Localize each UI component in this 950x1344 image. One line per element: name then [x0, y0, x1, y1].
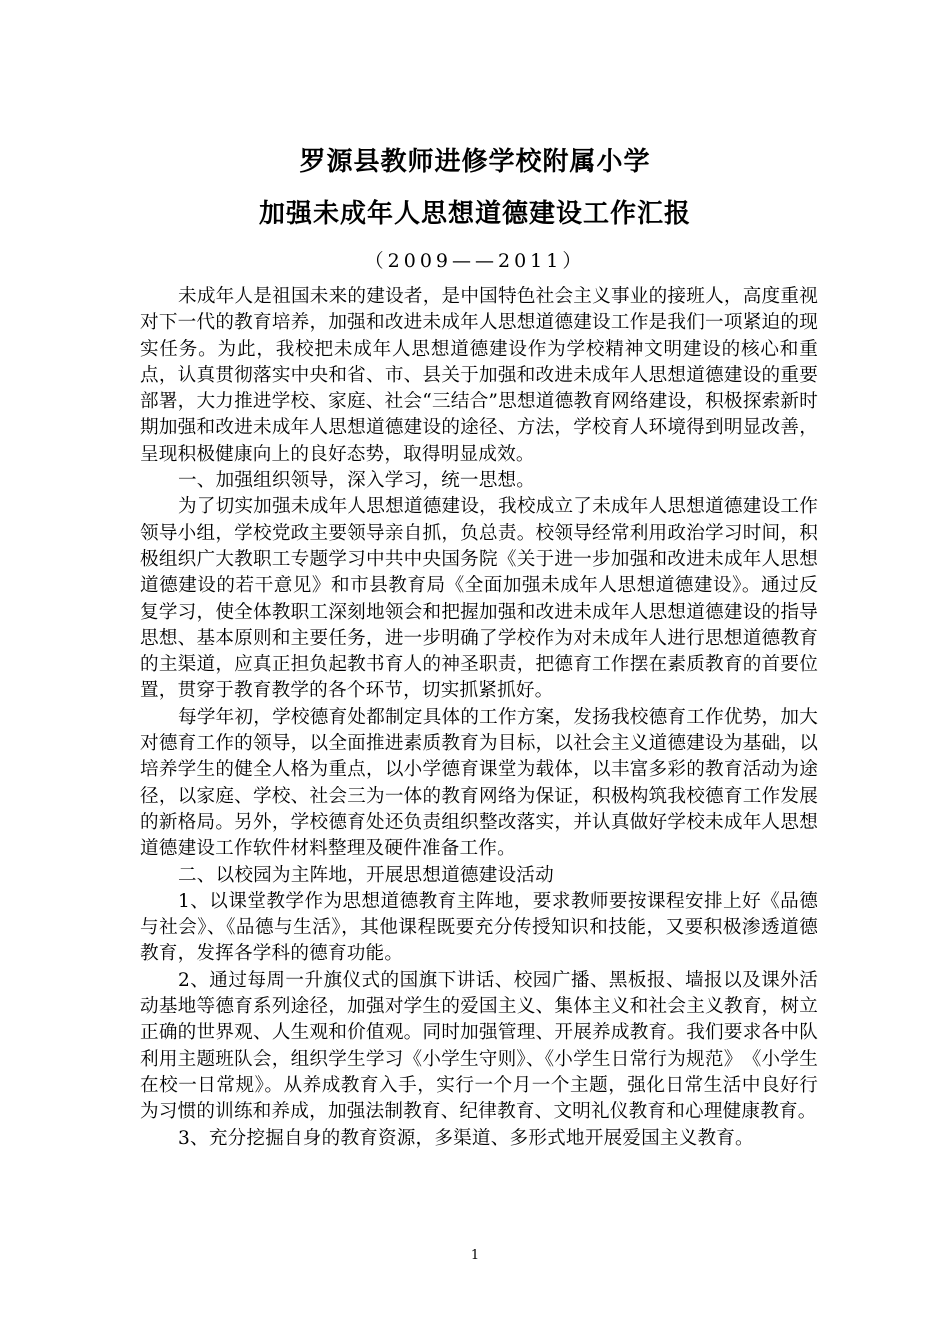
page-number: 1 [470, 1248, 480, 1263]
document-body [140, 284, 818, 1152]
paragraph-intro: 未成年人是祖国未来的建设者，是中国特色社会主义事业的接班人，高度重视对下一代的教育培养，加强和改进未成年人思想道德建设工作是我们一项紧迫的现实任务。为此，我校把未成年人思想道德建设作为学校精神文明建设的核心和重点，认真贯彻落实中央和省、市、县关于加强和改进未成年人思想道德建设的重要部署，大力推进学校、家庭、社会“三结合”思想道德教育网络建设，积极探索新时期加强和改进未成年人思想道德建设的途径、方法，学校育人环境得到明显改善，呈现积极健康向上的良好态势，取得明显成效。 [140, 286, 818, 465]
paragraph-leadership: 为了切实加强未成年人思想道德建设，我校成立了未成年人思想道德建设工作领导小组，学校党政主要领导亲自抓，负总责。校领导经常利用政治学习时间，积极组织广大教职工专题学习中共中央国务院《关于进一步加强和改进未成年人思想道德建设的若干意见》和市县教育局《全面加强未成年人思想道德建设》。通过反复学习，使全体教职工深刻地领会和把握加强和改进未成年人思想道德建设的指导思想、基本原则和主要任务，进一步明确了学校作为对未成年人进行思想道德教育的主渠道，应真正担负起教书育人的神圣职责，把德育工作摆在素质教育的首要位置，贯穿于教育教学的各个环节，切实抓紧抓好。 [140, 496, 818, 702]
section-heading-2: 二、以校园为主阵地，开展思想道德建设活动 [178, 864, 554, 886]
section-heading-1: 一、加强组织领导，深入学习，统一思想。 [178, 470, 536, 492]
document-title-line2: 加强未成年人思想道德建设工作汇报 [258, 199, 691, 229]
paragraph-item-3: 3、充分挖掘自身的教育资源，多渠道、多形式地开展爱国主义教育。 [178, 1127, 754, 1149]
paragraph-item-2: 2、通过每周一升旗仪式的国旗下讲话、校园广播、黑板报、墙报以及课外活动基地等德育系列途径，加强对学生的爱国主义、集体主义和社会主义教育，树立正确的世界观、人生观和价值观。同时加强管理、开展养成教育。我们要求各中队利用主题班队会，组织学生学习《小学生守则》、《小学生日常行为规范》 《小学生在校一日常规》。从养成教育入手，实行一个月一个主题，强化日常生活中良好行为习惯的训练和养成，加强法制教育、纪律教育、文明礼仪教育和心理健康教育。 [140, 969, 818, 1123]
paragraph-annual-plan: 每学年初，学校德育处都制定具体的工作方案，发扬我校德育工作优势，加大对德育工作的领导，以全面推进素质教育为目标，以社会主义道德建设为基础，以培养学生的健全人格为重点，以小学德育课堂为载体，以丰富多彩的教育活动为途径，以家庭、学校、社会三为一体的教育网络为保证，积极构筑我校德育工作发展的新格局。另外，学校德育处还负责组织整改落实，并认真做好学校未成年人思想道德建设工作软件材料整理及硬件准备工作。 [140, 706, 818, 860]
document-title-line1: 罗源县教师进修学校附属小学 [299, 147, 651, 177]
paragraph-item-1: 1、以课堂教学作为思想道德教育主阵地，要求教师要按课程安排上好《品德与社会》、《品德与生活》，其他课程既要充分传授知识和技能，又要积极渗透道德教育，发挥各学科的德育功能。 [140, 890, 818, 965]
document-date-range: （2009——2011） [364, 250, 586, 272]
